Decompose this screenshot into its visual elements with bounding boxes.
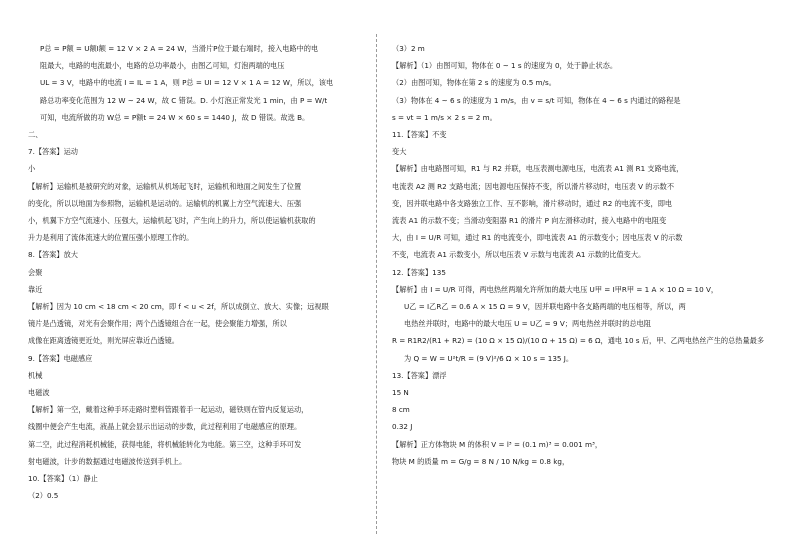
text-line: 0.32 J: [392, 422, 413, 432]
right-column: [392, 40, 764, 470]
text-line: 流表 A1 的示数不变；当滑动变阻器 R1 的滑片 P 向左滑移动时，接入电路中的电阻变: [392, 216, 667, 226]
left-column: [28, 40, 368, 504]
text-line: 【解析】运输机是被研究的对象，运输机从机场起飞时，运输机和地面之间发生了位置: [28, 181, 302, 191]
text-line: （3）物体在 4 ~ 6 s 的速度为 1 m/s，由 v = s/t 可知，物体在 4 ~ 6 s 内通过的路程是: [392, 95, 681, 105]
text-line: 【解析】第一空，戴着这种手环走路时塑料管跟着手一起运动，磁铁则在管内反复运动，: [28, 405, 309, 415]
text-line: （3）2 m: [392, 44, 425, 53]
text-line: 变大: [392, 147, 407, 157]
text-line: 成像在距离透镜更近处，则光屏应靠近凸透镜。: [28, 336, 179, 346]
text-line: 变，因并联电路中各支路独立工作、互不影响，滑片移动时，通过 R2 的电流不变，即电: [392, 198, 673, 208]
text-line: 13.【答案】漂浮: [392, 370, 447, 380]
text-line: 12.【答案】135: [392, 267, 446, 277]
text-line: 15 N: [392, 388, 409, 398]
text-line: UL = 3 V，电路中的电流 I = IL = 1 A，则 P总 = UI = 12 V × 1 A = 12 W，所以，该电: [40, 78, 334, 88]
text-line: U乙 = I乙R乙 = 0.6 A × 15 Ω = 9 V，因并联电路中各支路两端的电压相等，所以，两: [404, 302, 686, 312]
text-line: 机械: [28, 370, 43, 380]
text-line: 可知，电流所做的功 W总 = P额t = 24 W × 60 s = 1440 J，故 D 错误。故选 B。: [40, 112, 310, 122]
text-line: 阻最大，电路的电流最小，电路的总功率最小，由图乙可知，灯泡两端的电压: [40, 61, 285, 71]
text-line: 电流表 A2 测 R2 支路电流；因电源电压保持不变，所以滑片移动时，电压表 V 的示数不: [392, 181, 675, 191]
text-line: R = R1R2/(R1 + R2) = (10 Ω × 15 Ω)/(10 Ω + 15 Ω) = 6 Ω，通电 10 s 后，甲、乙两电热丝产生的总热量最多: [392, 336, 764, 346]
text-line: 9.【答案】电磁感应: [28, 353, 93, 363]
text-line: 不变，电流表 A1 示数变小，所以电压表 V 示数与电流表 A1 示数的比值变大。: [392, 250, 646, 260]
text-line: 升力是利用了流体流速大的位置压强小原理工作的。: [28, 233, 194, 243]
text-line: 物块 M 的质量 m = G/g = 8 N / 10 N/kg = 0.8 kg，: [392, 456, 570, 466]
text-line: 的变化，所以以地面为参照物，运输机是运动的。运输机的机翼上方空气流速大、压强: [28, 198, 302, 208]
text-line: 【解析】正方体物块 M 的体积 V = l³ = (0.1 m)³ = 0.001 m³，: [392, 439, 603, 449]
text-line: 第二空，此过程消耗机械能，获得电能，将机械能转化为电能。第三空，这种手环可发: [28, 439, 302, 449]
text-line: 镜片是凸透镜，对光有会聚作用；两个凸透镜组合在一起，使会聚能力增强，所以: [28, 319, 287, 329]
text-line: 11.【答案】不变: [392, 130, 447, 140]
column-divider: [376, 34, 377, 534]
text-line: 大，由 I = U/R 可知，通过 R1 的电流变小，即电流表 A1 的示数变小；因电压表 V 的示数: [392, 233, 683, 243]
text-line: 二、: [28, 130, 43, 140]
text-line: 【解析】由 I = U/R 可得，两电热丝两端允许所加的最大电压 U甲 = I甲R甲 = 1 A × 10 Ω = 10 V，: [392, 284, 719, 294]
text-line: 8.【答案】放大: [28, 250, 78, 260]
text-line: 路总功率变化范围为 12 W ~ 24 W，故 C 错误。D. 小灯泡正常发光 1 min，由 P = W/t: [40, 95, 328, 105]
text-line: 【解析】（1）由图可知，物体在 0 ~ 1 s 的速度为 0，处于静止状态。: [392, 61, 618, 71]
text-line: 10.【答案】（1）静止: [28, 474, 98, 484]
text-line: 会聚: [28, 267, 43, 277]
text-line: 【解析】由电路图可知，R1 与 R2 并联，电压表测电源电压，电流表 A1 测 R1 支路电流，: [392, 164, 684, 174]
text-line: 电磁波: [28, 388, 50, 398]
text-line: （2）由图可知，物体在第 2 s 的速度为 0.5 m/s。: [392, 78, 556, 88]
text-line: 小: [28, 164, 36, 174]
text-line: P总 = P额 = U额I额 = 12 V × 2 A = 24 W，当滑片P位于最右端时，接入电路中的电: [40, 44, 319, 53]
text-line: 7.【答案】运动: [28, 147, 78, 157]
text-line: 靠近: [28, 284, 43, 294]
text-line: 射电磁波，计步的数据通过电磁波传送到手机上。: [28, 456, 187, 466]
text-line: s = vt = 1 m/s × 2 s = 2 m。: [392, 112, 497, 122]
text-line: 8 cm: [392, 405, 410, 415]
text-line: 为 Q = W = U²t/R = (9 V)²/6 Ω × 10 s = 135 J。: [404, 353, 574, 363]
text-line: 【解析】因为 10 cm < 18 cm < 20 cm，即 f < u < 2f，所以成倒立、放大、实像；远视眼: [28, 302, 329, 312]
text-line: 电热丝并联时，电路中的最大电压 U = U乙 = 9 V；两电热丝并联时的总电阻: [404, 319, 652, 329]
text-line: 线圈中便会产生电流，液晶上就会显示出运动的步数，此过程利用了电磁感应的原理。: [28, 422, 302, 432]
text-line: （2）0.5: [28, 491, 59, 501]
text-line: 小，机翼下方空气流速小、压强大，运输机起飞时，产生向上的升力，所以使运输机获取的: [28, 216, 316, 226]
